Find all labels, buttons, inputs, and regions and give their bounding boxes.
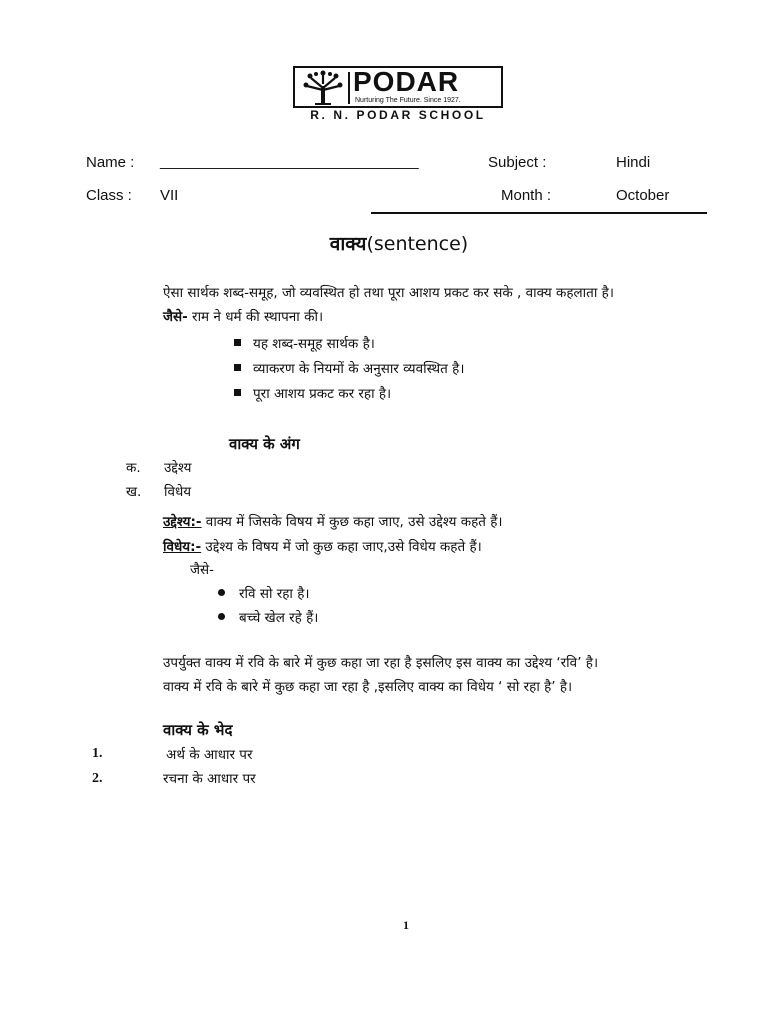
types-item: रचना के आधार पर [163, 771, 256, 787]
parts-marker: क. [126, 460, 141, 476]
logo-tagline: Nurturing The Future. Since 1927. [355, 97, 461, 104]
definition-text: ऐसा सार्थक शब्द-समूह, जो व्यवस्थित हो तथा पूरा आशय प्रकट कर सके , वाक्य कहलाता है। [163, 285, 614, 301]
name-field[interactable]: _______________________________ [160, 153, 419, 170]
vidheya-definition [163, 537, 482, 555]
logo-brand: PODAR [353, 66, 460, 97]
class-label: Class : [86, 187, 132, 204]
explanation-line-1: उपर्युक्त वाक्य में रवि के बारे में कुछ कहा जा रहा है इसलिए इस वाक्य का उद्देश्य ‘रवि’ है। [163, 655, 599, 671]
list-item: रवि सो रहा है। [218, 584, 310, 602]
parts-example-label: जैसे- [190, 562, 215, 578]
dot-bullet-icon [218, 613, 225, 620]
uddeshya-definition [163, 512, 503, 530]
types-number: 1. [92, 746, 103, 761]
school-logo [293, 66, 503, 108]
header-rule [371, 212, 707, 214]
name-label: Name : [86, 154, 135, 171]
vidheya-text: उद्देश्य के विषय में जो कुछ कहा जाए,उसे विधेय कहते हैं। [201, 539, 482, 555]
school-name: R. N. PODAR SCHOOL [310, 108, 486, 122]
month-label: Month : [501, 187, 552, 204]
list-item: व्याकरण के नियमों के अनुसार व्यवस्थित है। [234, 359, 464, 377]
month-value: October [616, 187, 670, 204]
parts-item: विधेय [164, 484, 192, 500]
title-hindi: वाक्य [329, 233, 367, 255]
example-text: राम ने धर्म की स्थापना की। [187, 309, 324, 325]
uddeshya-label: उद्देश्य:- [163, 514, 202, 530]
types-item: अर्थ के आधार पर [166, 747, 253, 763]
types-heading: वाक्य के भेद [163, 721, 233, 739]
logo-divider [348, 72, 350, 104]
parts-item: उद्देश्य [164, 460, 192, 476]
tree-logo-icon [301, 70, 345, 106]
list-item: बच्चे खेल रहे हैं। [218, 608, 318, 626]
square-bullet-icon [234, 339, 241, 346]
types-number: 2. [92, 771, 103, 786]
subject-value: Hindi [616, 154, 651, 171]
uddeshya-text: वाक्य में जिसके विषय में कुछ कहा जाए, उसे उद्देश्य कहते हैं। [201, 514, 503, 530]
explanation-line-2: वाक्य में रवि के बारे में कुछ कहा जा रहा है ,इसलिए वाक्य का विधेय ‘ सो रहा है’ है। [163, 679, 573, 695]
parts-marker: ख. [126, 484, 142, 500]
definition-example [163, 307, 323, 325]
vidheya-label: विधेय:- [163, 539, 202, 555]
square-bullet-icon [234, 389, 241, 396]
page-title [0, 230, 768, 256]
example-label: जैसे- [163, 309, 188, 325]
parts-heading: वाक्य के अंग [229, 435, 300, 453]
list-item: पूरा आशय प्रकट कर रहा है। [234, 384, 391, 402]
dot-bullet-icon [218, 589, 225, 596]
page-number: 1 [403, 918, 409, 932]
title-english: (sentence) [366, 233, 469, 255]
square-bullet-icon [234, 364, 241, 371]
subject-label: Subject : [488, 154, 547, 171]
class-value: VII [160, 187, 179, 204]
list-item: यह शब्द-समूह सार्थक है। [234, 334, 375, 352]
